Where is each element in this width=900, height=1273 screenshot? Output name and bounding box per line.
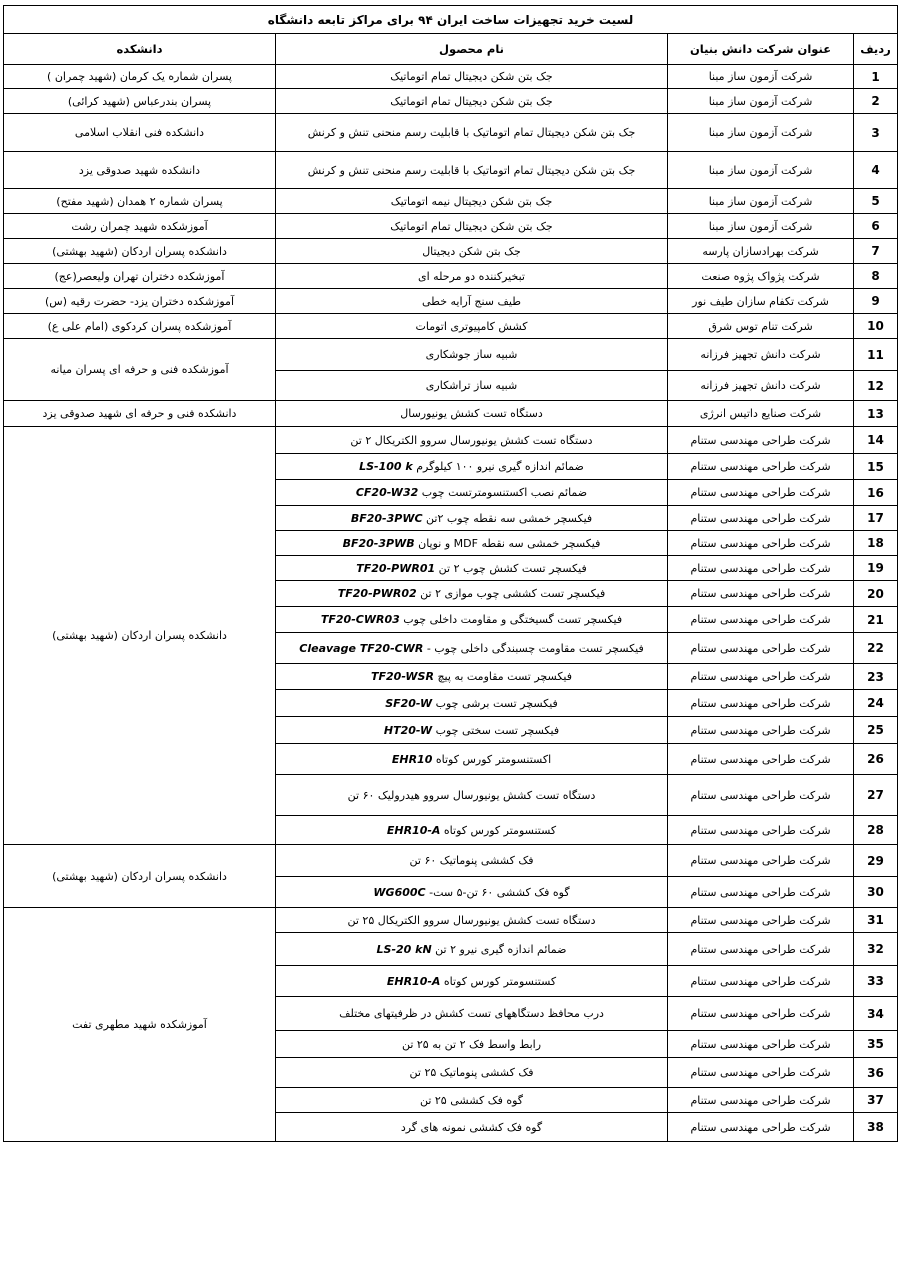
company-cell: شرکت طراحی مهندسی ستنام [668,531,854,556]
table-row [4,189,898,214]
company-cell: شرکت طراحی مهندسی ستنام [668,454,854,480]
product-cell [276,339,668,371]
product-name: طیف سنج آرایه خطی [422,294,521,308]
table-row [4,401,898,427]
product-name: رابط واسط فک ۲ تن به ۲۵ تن [401,1037,542,1051]
row-number: 15 [854,454,898,480]
company-cell: شرکت طراحی مهندسی ستنام [668,1088,854,1113]
product-cell [276,401,668,427]
company-cell: شرکت طراحی مهندسی ستنام [668,633,854,664]
header-product: نام محصول [276,34,668,65]
product-cell [276,690,668,717]
row-number: 8 [854,264,898,289]
row-number: 5 [854,189,898,214]
company-cell: شرکت طراحی مهندسی ستنام [668,775,854,816]
product-cell [276,845,668,877]
table-row [4,339,898,371]
product-cell [276,239,668,264]
product-code: SF20-W [385,696,433,710]
row-number: 34 [854,997,898,1031]
product-cell [276,816,668,845]
product-cell [276,744,668,775]
company-cell: شرکت آزمون ساز مبنا [668,89,854,114]
university-cell: دانشکده پسران اردکان (شهید بهشتی) [4,845,276,908]
product-code: EHR10 [391,752,433,766]
university-cell: دانشکده فنی انقلاب اسلامی [4,114,276,152]
product-cell [276,65,668,89]
company-cell: شرکت طراحی مهندسی ستنام [668,690,854,717]
company-cell: شرکت طراحی مهندسی ستنام [668,845,854,877]
table-row [4,289,898,314]
product-cell [276,1058,668,1088]
product-name: ضمائم اندازه گیری نیرو ۲ تن [435,942,567,956]
university-cell: آموزشکده شهید چمران رشت [4,214,276,239]
row-number: 38 [854,1113,898,1142]
product-name: فک کششی پنوماتیک ۶۰ تن [409,854,534,867]
product-cell [276,427,668,454]
product-cell [276,908,668,933]
product-name: دستگاه تست کشش یونیورسال سروو الکتریکال ۲ تن [350,433,593,447]
company-cell: شرکت طراحی مهندسی ستنام [668,581,854,607]
product-name: جک بتن شکن دیجیتال تمام اتوماتیک با قابلیت رسم منحنی تنش و کرنش [307,126,636,139]
row-number: 19 [854,556,898,581]
row-number: 11 [854,339,898,371]
product-name: فیکسچر تست گسیختگی و مقاومت داخلی چوب [403,613,623,626]
product-name: دستگاه تست کشش یونیورسال سروو الکتریکال ۲۵ تن [347,913,596,927]
company-cell: شرکت طراحی مهندسی ستنام [668,506,854,531]
product-name: شبیه ساز تراشکاری [425,379,518,392]
company-cell: شرکت طراحی مهندسی ستنام [668,933,854,966]
table-row [4,214,898,239]
table-row [4,89,898,114]
product-name: تبخیرکننده دو مرحله ای [418,269,525,283]
table-row [4,845,898,877]
row-number: 31 [854,908,898,933]
product-name: ضمائم اندازه گیری نیرو ۱۰۰ کیلوگرم [416,460,584,473]
product-cell [276,531,668,556]
product-cell [276,717,668,744]
product-name: فک کششی پنوماتیک ۲۵ تن [409,1066,534,1079]
product-cell [276,189,668,214]
row-number: 33 [854,966,898,997]
university-cell: پسران شماره یک کرمان (شهید چمران ) [4,65,276,89]
university-cell: پسران شماره ۲ همدان (شهید مفتح) [4,189,276,214]
product-name: شبیه ساز جوشکاری [425,348,518,361]
product-name: درب محافظ دستگاههای تست کشش در ظرفیتهای مختلف [339,1007,604,1020]
product-name: کشش کامپیوتری اتومات [415,319,528,333]
university-cell: پسران بندرعباس (شهید کرائی) [4,89,276,114]
product-cell [276,114,668,152]
product-cell [276,480,668,506]
company-cell: شرکت تنام توس شرق [668,314,854,339]
product-name: کستنسومتر کورس کوتاه [443,823,557,837]
row-number: 22 [854,633,898,664]
product-code: TF20-CWR03 [320,613,400,626]
company-cell: شرکت طراحی مهندسی ستنام [668,607,854,633]
row-number: 7 [854,239,898,264]
product-name: فیکسچر تست برشی چوب [435,696,558,710]
company-cell: شرکت طراحی مهندسی ستنام [668,997,854,1031]
product-code: EHR10-A [386,823,441,837]
company-cell: شرکت صنایع داتیس انرژی [668,401,854,427]
product-cell [276,371,668,401]
table-row [4,314,898,339]
university-cell: آموزشکده پسران کردکوی (امام علی ع) [4,314,276,339]
product-code: Cleavage TF20-CWR [299,641,424,655]
product-code: HT20-W [383,723,433,737]
product-code: LS-20 kN [376,942,432,956]
product-cell [276,506,668,531]
table-row [4,264,898,289]
product-cell [276,775,668,816]
product-name: گوه فک کششی نمونه های گرد [400,1120,543,1134]
product-cell [276,314,668,339]
table-row [4,239,898,264]
row-number: 20 [854,581,898,607]
document-title: لسیت خرید تجهیزات ساخت ایران ۹۴ برای مراکز تابعه دانشگاه [4,6,898,34]
table-row [4,908,898,933]
company-cell: شرکت طراحی مهندسی ستنام [668,908,854,933]
row-number: 9 [854,289,898,314]
company-cell: شرکت طراحی مهندسی ستنام [668,664,854,690]
company-cell: شرکت طراحی مهندسی ستنام [668,1031,854,1058]
company-cell: شرکت طراحی مهندسی ستنام [668,744,854,775]
product-cell [276,289,668,314]
product-name: جک بتن شکن دیجیتال نیمه اتوماتیک [390,194,553,208]
row-number: 36 [854,1058,898,1088]
row-number: 13 [854,401,898,427]
company-cell: شرکت طراحی مهندسی ستنام [668,877,854,908]
university-cell: دانشکده پسران اردکان (شهید بهشتی) [4,239,276,264]
product-name: جک بتن شکن دیجیتال تمام اتوماتیک [390,70,553,83]
university-cell: آموزشکده فنی و حرفه ای پسران میانه [4,339,276,401]
company-cell: شرکت پژواک پژوه صنعت [668,264,854,289]
product-cell [276,264,668,289]
product-name: دستگاه تست کشش یونیورسال سروو هیدرولیک ۶۰ تن [347,788,596,802]
table-row [4,427,898,454]
product-code: CF20-W32 [355,486,419,499]
product-cell [276,877,668,908]
product-name: جک بتن شکن دیجیتال تمام اتوماتیک با قابلیت رسم منحنی تنش و کرنش [307,163,636,177]
product-name: فیکسچر خمشی سه نقطه چوب ۲تن [426,511,593,525]
product-name: فیکسچر تست مقاومت چسبندگی داخلی چوب - [426,641,644,655]
row-number: 1 [854,65,898,89]
row-number: 16 [854,480,898,506]
title-row [4,6,898,34]
product-name: جک بتن شکن دیجیتال [422,244,521,258]
company-cell: شرکت دانش تجهیز فرزانه [668,371,854,401]
product-cell [276,633,668,664]
company-cell: شرکت آزمون ساز مبنا [668,114,854,152]
row-number: 6 [854,214,898,239]
product-cell [276,664,668,690]
company-cell: شرکت طراحی مهندسی ستنام [668,1113,854,1142]
product-code: EHR10-A [386,974,441,988]
product-cell [276,997,668,1031]
header-row [4,34,898,65]
product-name: جک بتن شکن دیجیتال تمام اتوماتیک [390,219,553,233]
product-name: فیکسچر تست کششی چوب موازی ۲ تن [420,587,606,600]
product-cell [276,89,668,114]
product-name: فیکسچر تست سختی چوب [435,723,560,737]
product-name: فیکسچر تست مقاومت به پیچ [437,670,572,683]
table-row [4,65,898,89]
product-cell [276,152,668,189]
product-cell [276,214,668,239]
company-cell: شرکت آزمون ساز مبنا [668,214,854,239]
row-number: 3 [854,114,898,152]
row-number: 21 [854,607,898,633]
row-number: 26 [854,744,898,775]
company-cell: شرکت دانش تجهیز فرزانه [668,339,854,371]
row-number: 30 [854,877,898,908]
row-number: 29 [854,845,898,877]
row-number: 27 [854,775,898,816]
product-cell [276,933,668,966]
product-name: گوه فک کششی ۶۰ تن-۵ ست- [429,885,570,899]
product-code: TF20-PWR02 [337,587,417,600]
product-cell [276,1113,668,1142]
row-number: 4 [854,152,898,189]
header-num: ردیف [854,34,898,65]
product-name: کستنسومتر کورس کوتاه [443,974,557,988]
row-number: 25 [854,717,898,744]
product-name: اکستنسومتر کورس کوتاه [435,752,552,766]
product-cell [276,581,668,607]
university-cell: آموزشکده دختران تهران ولیعصر(عج) [4,264,276,289]
product-cell [276,556,668,581]
company-cell: شرکت طراحی مهندسی ستنام [668,816,854,845]
company-cell: شرکت طراحی مهندسی ستنام [668,717,854,744]
company-cell: شرکت بهرادسازان پارسه [668,239,854,264]
header-university: دانشکده [4,34,276,65]
row-number: 35 [854,1031,898,1058]
company-cell: شرکت طراحی مهندسی ستنام [668,1058,854,1088]
row-number: 23 [854,664,898,690]
product-name: فیکسچر خمشی سه نقطه MDF و نوپان [418,536,601,550]
company-cell: شرکت آزمون ساز مبنا [668,152,854,189]
product-cell [276,966,668,997]
university-cell: آموزشکده دختران یزد- حضرت رقیه (س) [4,289,276,314]
company-cell: شرکت تکفام سازان طیف نور [668,289,854,314]
product-code: TF20-WSR [371,670,434,683]
row-number: 28 [854,816,898,845]
product-name: جک بتن شکن دیجیتال تمام اتوماتیک [390,94,553,108]
table-row [4,114,898,152]
company-cell: شرکت طراحی مهندسی ستنام [668,556,854,581]
row-number: 12 [854,371,898,401]
row-number: 24 [854,690,898,717]
product-code: BF20-3PWC [350,511,423,525]
row-number: 37 [854,1088,898,1113]
product-name: گوه فک کششی ۲۵ تن [419,1093,524,1107]
product-code: WG600C [373,885,426,899]
product-name: فیکسچر تست کشش چوب ۲ تن [438,561,587,575]
university-cell: دانشکده فنی و حرفه ای شهید صدوقی یزد [4,401,276,427]
row-number: 17 [854,506,898,531]
university-cell: دانشکده پسران اردکان (شهید بهشتی) [4,427,276,845]
company-cell: شرکت آزمون ساز مبنا [668,189,854,214]
row-number: 18 [854,531,898,556]
product-cell [276,1031,668,1058]
company-cell: شرکت آزمون ساز مبنا [668,65,854,89]
row-number: 32 [854,933,898,966]
product-code: BF20-3PWB [342,536,415,550]
product-name: ضمائم نصب اکستنسومترتست چوب [421,486,588,499]
row-number: 14 [854,427,898,454]
table-row [4,152,898,189]
header-company: عنوان شرکت دانش بنیان [668,34,854,65]
product-code: LS-100 k [359,460,413,473]
university-cell: آموزشکده شهید مطهری تفت [4,908,276,1142]
product-cell [276,607,668,633]
product-cell [276,1088,668,1113]
company-cell: شرکت طراحی مهندسی ستنام [668,427,854,454]
row-number: 10 [854,314,898,339]
company-cell: شرکت طراحی مهندسی ستنام [668,966,854,997]
row-number: 2 [854,89,898,114]
product-cell [276,454,668,480]
company-cell: شرکت طراحی مهندسی ستنام [668,480,854,506]
product-code: TF20-PWR01 [356,561,436,575]
product-name: دستگاه تست کشش یونیورسال [400,407,543,420]
purchase-list-table [3,5,898,1142]
university-cell: دانشکده شهید صدوقی یزد [4,152,276,189]
